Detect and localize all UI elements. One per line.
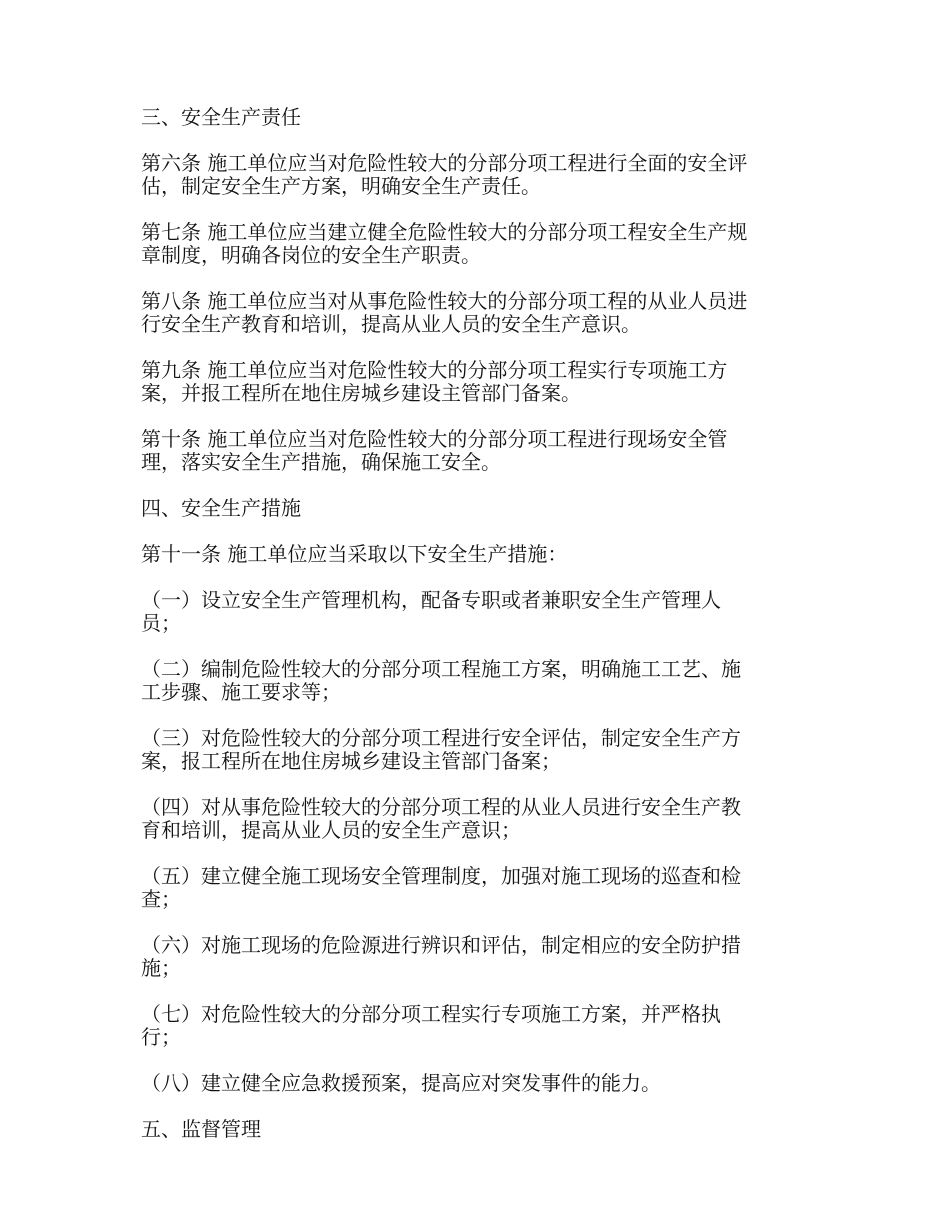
measure-item-3-line-1: （三）对危险性较大的分部分项工程进行安全评估，制定安全生产方 — [141, 726, 741, 750]
measure-item-7-line-1: （七）对危险性较大的分部分项工程实行专项施工方案，并严格执 — [141, 1002, 721, 1026]
measure-item-5-line-1: （五）建立健全施工现场安全管理制度，加强对施工现场的巡查和检 — [141, 864, 741, 888]
measure-item-7 — [141, 1003, 809, 1049]
article-10 — [141, 428, 809, 474]
measure-item-1-line-1: （一）设立安全生产管理机构，配备专职或者兼职安全生产管理人 — [141, 588, 721, 612]
measure-item-2-line-2: 工步骤、施工要求等； — [141, 680, 341, 704]
article-8-line-2: 行安全生产教育和培训，提高从业人员的安全生产意识。 — [141, 312, 641, 336]
article-9 — [141, 359, 809, 405]
article-10-line-2: 理，落实安全生产措施，确保施工安全。 — [141, 450, 501, 474]
measure-item-8 — [141, 1072, 809, 1095]
measure-item-4-line-1: （四）对从事危险性较大的分部分项工程的从业人员进行安全生产教 — [141, 795, 741, 819]
article-10-line-1: 第十条 施工单位应当对危险性较大的分部分项工程进行现场安全管 — [141, 427, 728, 451]
measure-item-3-line-2: 案，报工程所在地住房城乡建设主管部门备案； — [141, 749, 561, 773]
measure-item-5 — [141, 865, 809, 911]
section-heading-5: 五、监督管理 — [141, 1117, 261, 1141]
article-11-intro — [141, 543, 809, 566]
measure-item-6-line-2: 施； — [141, 956, 181, 980]
measure-item-7-line-2: 行； — [141, 1025, 181, 1049]
measure-item-8-line-1: （八）建立健全应急救援预案，提高应对突发事件的能力。 — [141, 1071, 661, 1095]
section-heading-3: 三、安全生产责任 — [141, 105, 301, 129]
article-7 — [141, 221, 809, 267]
measure-item-4-line-2: 育和培训，提高从业人员的安全生产意识； — [141, 818, 521, 842]
measure-item-4 — [141, 796, 809, 842]
section-heading-4: 四、安全生产措施 — [141, 496, 301, 520]
article-6-line-2: 估，制定安全生产方案，明确安全生产责任。 — [141, 174, 541, 198]
measure-item-6 — [141, 934, 809, 980]
article-8-line-1: 第八条 施工单位应当对从事危险性较大的分部分项工程的从业人员进 — [141, 289, 748, 313]
article-9-line-1: 第九条 施工单位应当对危险性较大的分部分项工程实行专项施工方 — [141, 358, 728, 382]
measure-item-1-line-2: 员； — [141, 611, 181, 635]
measure-item-2 — [141, 658, 809, 704]
measure-item-5-line-2: 查； — [141, 887, 181, 911]
measure-item-3 — [141, 727, 809, 773]
article-8 — [141, 290, 809, 336]
article-6-line-1: 第六条 施工单位应当对危险性较大的分部分项工程进行全面的安全评 — [141, 151, 748, 175]
measure-item-1 — [141, 589, 809, 635]
document-page — [141, 106, 809, 1164]
article-11-intro-line: 第十一条 施工单位应当采取以下安全生产措施： — [141, 542, 568, 566]
article-7-line-2: 章制度，明确各岗位的安全生产职责。 — [141, 243, 481, 267]
article-7-line-1: 第七条 施工单位应当建立健全危险性较大的分部分项工程安全生产规 — [141, 220, 748, 244]
article-6 — [141, 152, 809, 198]
measure-item-2-line-1: （二）编制危险性较大的分部分项工程施工方案，明确施工工艺、施 — [141, 657, 741, 681]
measure-item-6-line-1: （六）对施工现场的危险源进行辨识和评估，制定相应的安全防护措 — [141, 933, 741, 957]
article-9-line-2: 案，并报工程所在地住房城乡建设主管部门备案。 — [141, 381, 581, 405]
